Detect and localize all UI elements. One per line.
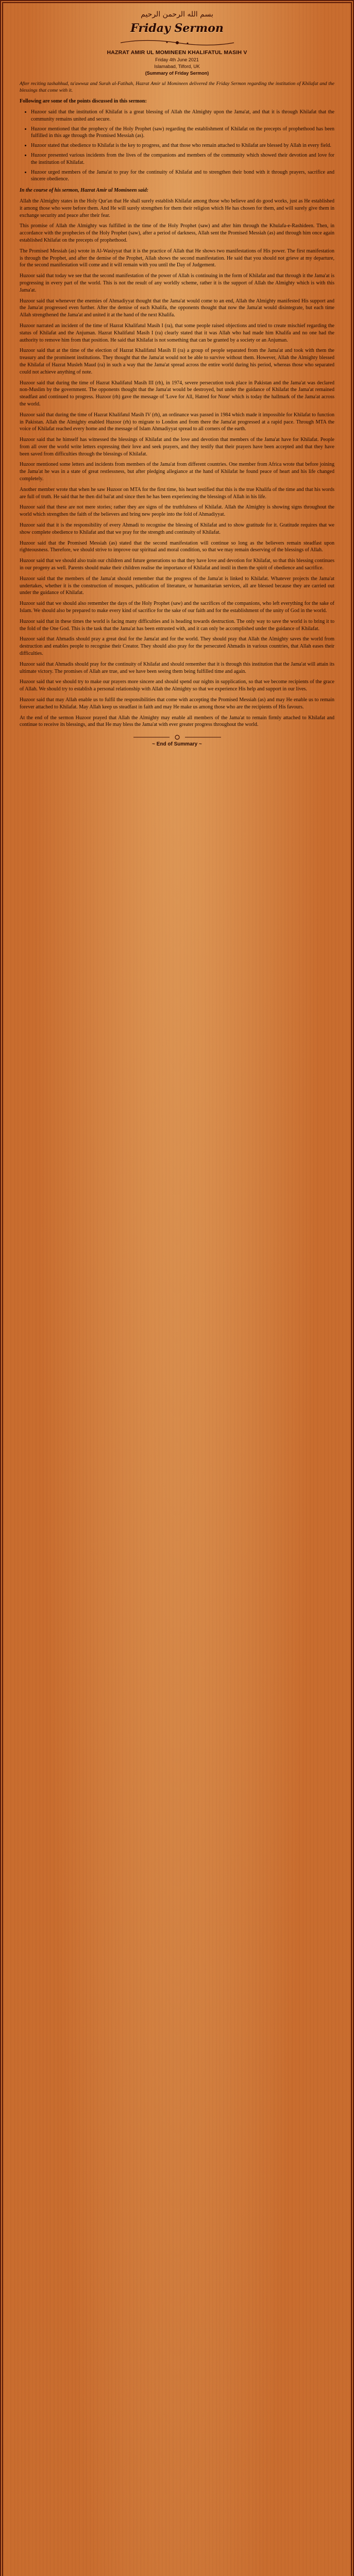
intro-note: After reciting tashahhud, ta'awwuz and Surah al-Fatihah, Hazrat Amir ul Momineen delivered the Friday Sermon regarding the institution of Khilafat and the blessings that come with it.: [20, 81, 334, 94]
paragraph: Huzoor said that in these times the world is facing many difficulties and is heading towards destruction. The only way to save the world is to bring it to the fold of the One God. This is the task that the Jama'at has been entrusted with, and it can only be accomplished under the guidance of Khilafat.: [20, 618, 334, 632]
summary-point: • Huzoor said that the institution of Khilafat is a great blessing of Allah the Almighty upon the Jama'at, and that it is through Khilafat that the community remains united and secure.: [31, 109, 334, 123]
sermon-venue: Islamabad, Tilford, UK: [154, 64, 200, 69]
summary-point: • Huzoor mentioned that the prophecy of the Holy Prophet (saw) regarding the establishment of Khilafat on the precepts of prophethood has been fulfilled in this age through the Promised Messiah (as).: [31, 126, 334, 140]
sermon-speaker: HAZRAT AMIR UL MOMINEEN KHALIFATUL MASIH V: [107, 49, 247, 56]
paragraph: Huzoor said that the members of the Jama'at should remember that the progress of the Jama'at is linked to Khilafat. Whatever projects the Jama'at undertakes, whether it is the construction of mosques, publication of literature, or humanitarian services, all are blessed because they are carried out under the guidance of Khilafat.: [20, 575, 334, 596]
paragraph: Huzoor said that these are not mere stories; rather they are signs of the truthfulness of Khilafat. Allah the Almighty is showing signs throughout the world which strengthen the faith of the believers and bring new people into the fold of Ahmadiyyat.: [20, 504, 334, 518]
paragraph: Huzoor said that today we see that the second manifestation of the power of Allah is continuing in the form of Khilafat and that through it the Jama'at is progressing in every part of the world. This is not the result of any worldly scheme, rather it is the support of Allah the Almighty which is with this Jama'at.: [20, 273, 334, 293]
paragraph: At the end of the sermon Huzoor prayed that Allah the Almighty may enable all members of the Jama'at to remain firmly attached to Khilafat and continue to receive its blessings, and that He may bless the Jama'at with ever greater progress throughout the world.: [20, 715, 334, 728]
paragraph: Huzoor said that the Promised Messiah (as) stated that the second manifestation will continue so long as the believers remain steadfast upon righteousness. Therefore, we should strive to improve our spiritual and moral condition, so that we may remain deserving of the blessings of Allah.: [20, 540, 334, 553]
paragraph: Huzoor narrated an incident of the time of Hazrat Khalifatul Masih I (ra), that some people raised objections and tried to create mischief regarding the status of Khilafat and the Anjuman. Hazrat Khalifatul Masih I (ra) clearly stated that it was Allah who had made him Khalifa and no one had the authority to remove him from that position. He said that Khilafat is not something that can be granted by a society or an Anjuman.: [20, 323, 334, 343]
summary-points: [20, 109, 334, 183]
paragraph: Huzoor said that may Allah enable us to fulfil the responsibilities that come with accepting the Promised Messiah (as) and may He enable us to remain forever attached to Khilafat. May Allah keep us steadfast in faith and may He make us among those who are the recipients of His favours.: [20, 697, 334, 710]
sermon-date: Friday 4th June 2021: [155, 57, 199, 62]
bismillah: بسم الله الرحمن الرحيم: [141, 10, 213, 19]
paragraph: Huzoor said that Ahmadis should pray a great deal for the Jama'at and for the world. They should pray that Allah the Almighty saves the world from destruction and enables people to recognise their Creator. They should also pray for the persecuted Ahmadis in various countries, that Allah eases their difficulties.: [20, 636, 334, 657]
summary-point: • Huzoor presented various incidents from the lives of the companions and members of the community which showed their devotion and love for the institution of Khilafat.: [31, 152, 334, 166]
summary-point: • Huzoor stated that obedience to Khilafat is the key to progress, and that those who remain attached to Khilafat are blessed by Allah in every field.: [31, 142, 334, 149]
summary-note: (Summary of Friday Sermon): [145, 71, 209, 76]
paragraph: Huzoor said that whenever the enemies of Ahmadiyyat thought that the Jama'at would come to an end, Allah the Almighty manifested His support and the Jama'at progressed even further. After the demise of each Khalifa, the opponents thought that now the Jama'at would disintegrate, but each time Allah strengthened the Jama'at and united it at the hand of the next Khalifa.: [20, 298, 334, 318]
closing-line: ~ End of Summary ~: [152, 741, 202, 748]
paragraph: Huzoor said that during the time of Hazrat Khalifatul Masih III (rh), in 1974, severe persecution took place in Pakistan and the Jama'at was declared non-Muslim by the government. The opponents thought that the Jama'at would be destroyed, but under the guidance of Khilafat the Jama'at remained steadfast and continued to progress. Huzoor (rh) gave the message of 'Love for All, Hatred for None' which is today the hallmark of the Jama'at across the world.: [20, 380, 334, 407]
paragraph: Huzoor mentioned some letters and incidents from members of the Jama'at from different countries. One member from Africa wrote that before joining the Jama'at he was in a state of great restlessness, but after pledging allegiance at the hand of Khilafat he found peace of heart and his life changed completely.: [20, 462, 334, 482]
header: [3, 3, 351, 76]
paragraph: Allah the Almighty states in the Holy Qur'an that He shall surely establish Khilafat among those who believe and do good works, just as He established it among those who were before them. And He will surely strengthen for them their religion which He has chosen for them, and will surely give them in exchange security and peace after their fear.: [20, 198, 334, 218]
paragraph: Huzoor said that we should try to make our prayers more sincere and should spend our nights in supplication, so that we become recipients of the grace of Allah. We should try to establish a personal relationship with Allah the Almighty so that we experience His help and support in our lives.: [20, 679, 334, 692]
summary-heading: Following are some of the points discussed in this sermon:: [20, 98, 147, 105]
paragraph: Huzoor said that he himself has witnessed the blessings of Khilafat and the love and devotion that members of the Jama'at have for Khilafat. People from all over the world write letters expressing their love and seek prayers, and they testify that their prayers have been accepted and that they have been saved from difficulties through the blessings of Khilafat.: [20, 437, 334, 457]
bottom-ornament: [131, 734, 224, 741]
paragraph: Huzoor said that at the time of the election of Hazrat Khalifatul Masih II (ra) a group of people separated from the Jama'at and took with them the treasury and the prominent institutions. They thought that the Jama'at would not be able to survive without them. However, Allah the Almighty blessed the Khilafat of Hazrat Musleh Maud (ra) in such a way that the Jama'at spread across the entire world during his period, whereas those who separated could not achieve anything of note.: [20, 348, 334, 375]
paragraph: The Promised Messiah (as) wrote in Al-Wasiyyat that it is the practice of Allah that He shows two manifestations of His power. The first manifestation is through the Prophet, and after the demise of the Prophet, Allah shows the second manifestation. He said that you should not grieve at my departure, for the second manifestation will come and it will remain with you until the Day of Judgement.: [20, 248, 334, 268]
ornament-divider: [115, 38, 239, 47]
paragraph: Huzoor said that during the time of Hazrat Khalifatul Masih IV (rh), an ordinance was passed in 1984 which made it impossible for Khilafat to function in Pakistan. Allah the Almighty enabled Huzoor (rh) to migrate to London and from there the Jama'at progressed at a rapid pace. Through MTA the voice of Khilafat reached every home and the message of Islam Ahmadiyyat spread to all corners of the earth.: [20, 412, 334, 432]
paragraph: Huzoor said that it is the responsibility of every Ahmadi to recognise the blessing of Khilafat and to show gratitude for it. Gratitude requires that we show complete obedience to Khilafat and that we pray for the strength and continuity of Khilafat.: [20, 522, 334, 535]
page-title: Friday Sermon: [130, 22, 224, 35]
paragraph: Huzoor said that we should also train our children and future generations so that they have love and devotion for Khilafat, so that this blessing continues in our progeny as well. Parents should make their children realise the importance of Khilafat and instil in them the spirit of obedience and sacrifice.: [20, 558, 334, 571]
summary-point: • Huzoor urged members of the Jama'at to pray for the continuity of Khilafat and to strengthen their bond with it through prayers, sacrifice and sincere obedience.: [31, 169, 334, 183]
paragraph: Huzoor said that we should also remember the days of the Holy Prophet (saw) and the sacrifices of the companions, who left everything for the sake of Islam. We should also be prepared to make every kind of sacrifice for the sake of our faith and for the establishment of the unity of God in the world.: [20, 601, 334, 614]
section-heading: In the course of his sermon, Hazrat Amir ul Momineen said:: [20, 188, 148, 194]
paragraph: Huzoor said that Ahmadis should pray for the continuity of Khilafat and should remember that it is through this institution that the Jama'at will attain its ultimate victory. The promises of Allah are true, and we have been seeing them being fulfilled time and again.: [20, 661, 334, 674]
sermon-content: [20, 81, 334, 748]
paragraph: This promise of Allah the Almighty was fulfilled in the time of the Holy Prophet (saw) and after him through the Khulafa-e-Rashideen. Then, in accordance with the prophecies of the Holy Prophet (saw), after a period of darkness, Allah sent the Promised Messiah (as) and through him once again established Khilafat on the precepts of prophethood.: [20, 223, 334, 243]
paragraph: Another member wrote that when he saw Huzoor on MTA for the first time, his heart testified that this is the true Khalifa of the time and that his words are full of truth. He said that he then did bai'at and since then he has been experiencing the blessings of Allah in his life.: [20, 486, 334, 500]
